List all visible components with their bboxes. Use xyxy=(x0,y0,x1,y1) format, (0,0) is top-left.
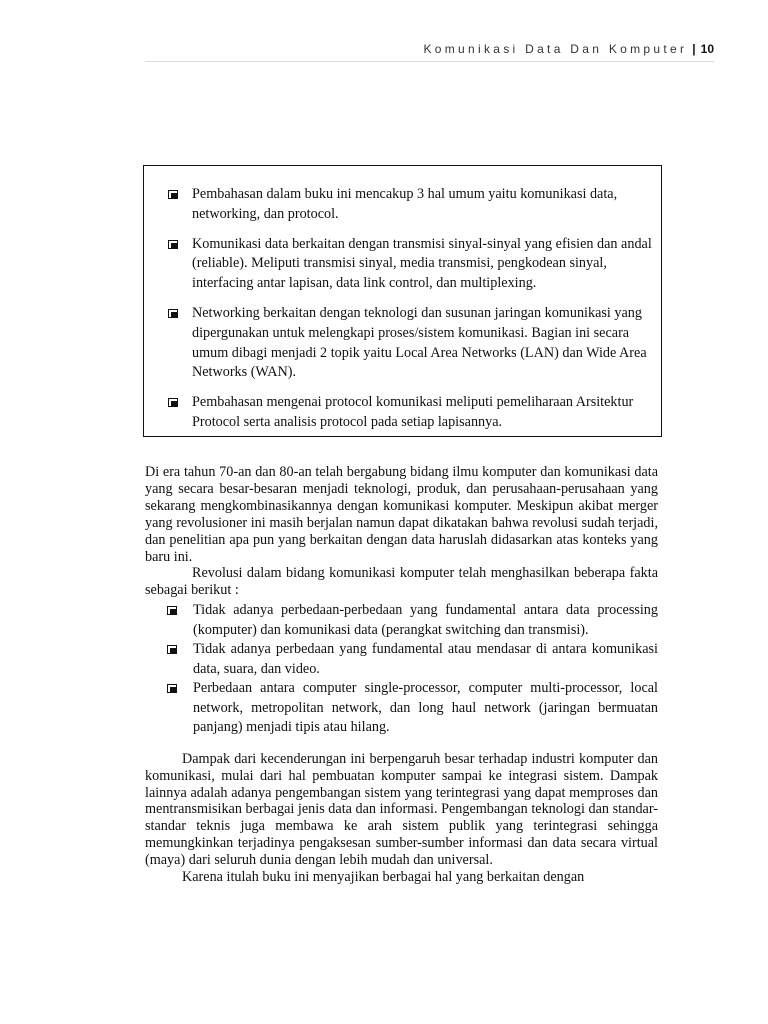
list-item xyxy=(167,601,658,640)
summary-item-text: Networking berkaitan dengan teknologi dan susunan jaringan komunikasi yang dipergunakan untuk melengkapi proses/sistem komunikasi. Bagian ini secara umum dibagi menjadi 2 topik yaitu Local Area Networks (LAN) dan Wide Area Networks (WAN). xyxy=(192,304,647,381)
header-title: Komunikasi Data Dan Komputer xyxy=(423,42,688,56)
checkbox-bullet-icon xyxy=(168,309,178,318)
summary-box xyxy=(143,165,662,437)
checkbox-bullet-icon xyxy=(168,398,178,407)
paragraph-revolution: Revolusi dalam bidang komunikasi komputer telah menghasilkan beberapa fakta sebagai berikut : xyxy=(145,565,658,599)
summary-item xyxy=(168,393,655,433)
page-number: 10 xyxy=(700,42,714,56)
list-item xyxy=(167,640,658,679)
paragraph-intro: Di era tahun 70-an dan 80-an telah bergabung bidang ilmu komputer dan komunikasi data yang secara besar-besaran menjadi teknologi, produk, dan perusahaan-perusahaan yang sekarang mengkombinasikannya dengan komunikasi komputer. Meskipun akibat merger yang revolusioner ini masih berjalan namun dapat dikatakan bahwa revolusi sudah terjadi, dan penelitian apa pun yang berkaitan dengan data haruslah didasarkan atas konteks yang baru ini. xyxy=(145,464,658,565)
summary-item-text: Pembahasan mengenai protocol komunikasi meliputi pemeliharaan Arsitektur Protocol serta analisis protocol pada setiap lapisannya. xyxy=(192,394,634,430)
body-text xyxy=(145,464,658,886)
running-header xyxy=(150,42,714,56)
list-item xyxy=(167,679,658,738)
summary-item xyxy=(168,185,655,225)
list-item-text: Tidak adanya perbedaan-perbedaan yang fundamental antara data processing (komputer) dan komunikasi data (perangkat switching dan transmisi). xyxy=(193,602,658,638)
checkbox-bullet-icon xyxy=(167,645,177,654)
summary-item-text: Komunikasi data berkaitan dengan transmisi sinyal-sinyal yang efisien dan andal (reliable). Meliputi transmisi sinyal, media transmisi, pengkodean sinyal, interfacing antar lapisan, data link control, dan multiplexing. xyxy=(192,235,652,292)
summary-item xyxy=(168,235,655,294)
checkbox-bullet-icon xyxy=(167,684,177,693)
facts-list xyxy=(167,601,658,738)
summary-item-text: Pembahasan dalam buku ini mencakup 3 hal umum yaitu komunikasi data, networking, dan protocol. xyxy=(192,186,618,222)
paragraph-closing: Karena itulah buku ini menyajikan berbagai hal yang berkaitan dengan xyxy=(182,869,585,886)
header-divider xyxy=(145,61,714,62)
header-separator: | xyxy=(692,42,696,56)
summary-item xyxy=(168,304,655,383)
paragraph-impact: Dampak dari kecenderungan ini berpengaruh besar terhadap industri komputer dan komunikasi, mulai dari hal pembuatan komputer sampai ke integrasi sistem. Dampak lainnya adalah adanya pengembangan sistem yang terintegrasi yang dapat memproses dan mentransmisikan berbagai jenis data dan informasi. Pengembangan teknologi dan standar-standar teknis juga membawa ke arah sistem publik yang terintegrasi sehingga memungkinkan terjadinya pengaksesan sumber-sumber informasi dan data secara virtual (maya) dari seluruh dunia dengan lebih mudah dan universal. xyxy=(145,750,658,869)
list-item-text: Tidak adanya perbedaan yang fundamental atau mendasar di antara komunikasi data, suara, dan video. xyxy=(193,641,658,677)
checkbox-bullet-icon xyxy=(168,240,178,249)
checkbox-bullet-icon xyxy=(167,606,177,615)
checkbox-bullet-icon xyxy=(168,190,178,199)
spacer xyxy=(145,738,658,751)
list-item-text: Perbedaan antara computer single-processor, computer multi-processor, local network, metropolitan network, dan long haul network (jaringan bermuatan panjang) menjadi tipis atau hilang. xyxy=(193,680,658,736)
